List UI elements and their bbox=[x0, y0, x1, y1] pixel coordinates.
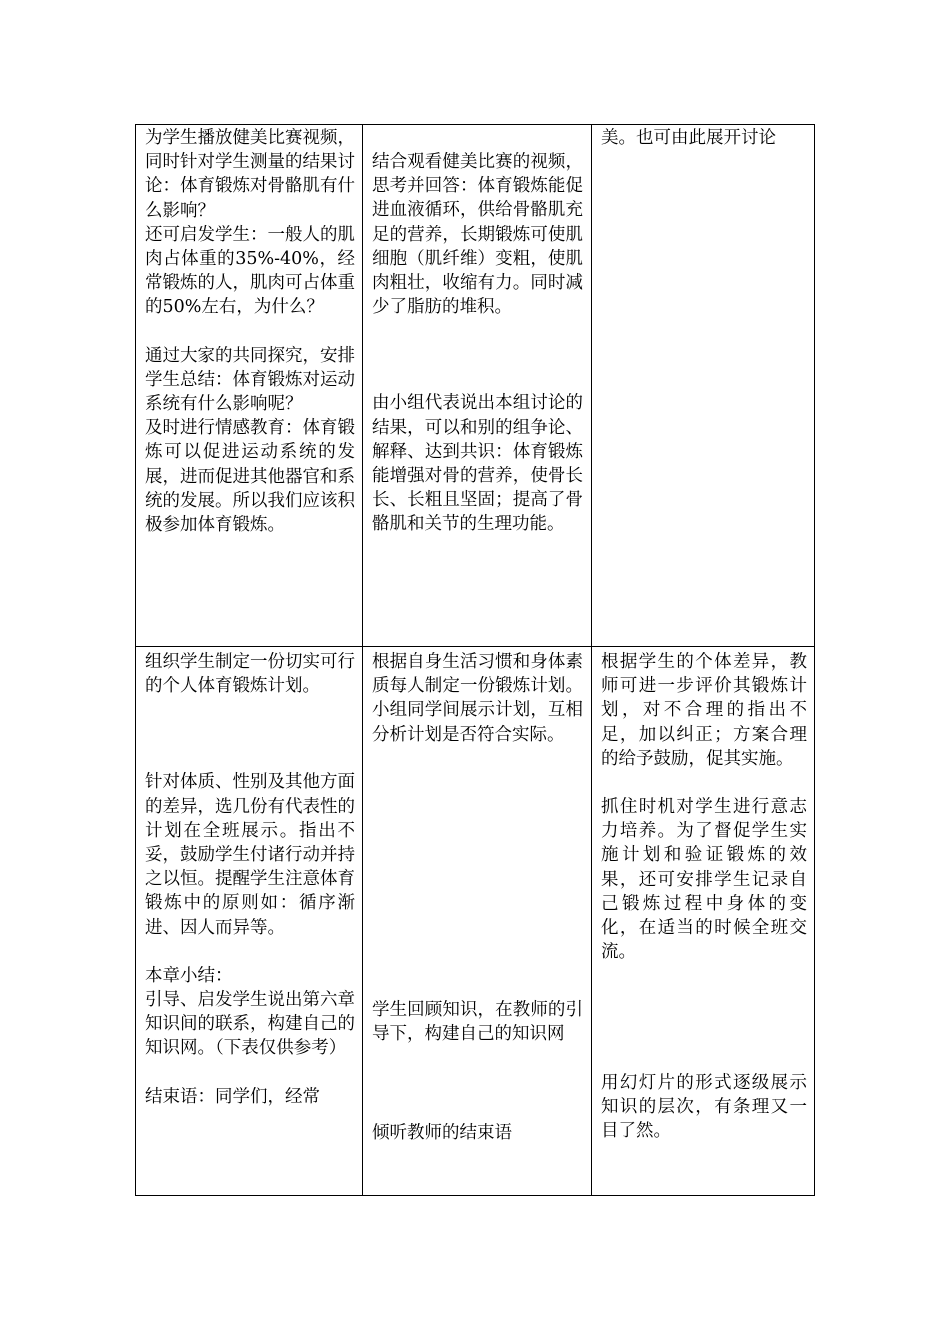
row-divider bbox=[136, 646, 814, 647]
lesson-plan-table bbox=[135, 124, 815, 1196]
column-divider bbox=[362, 125, 363, 1195]
paragraph: 通过大家的共同探究，安排学生总结：体育锻炼对运动系统有什么影响呢？ bbox=[145, 345, 355, 415]
paragraph: 还可启发学生：一般人的肌肉占体重的35%-40%，经常锻炼的人，肌肉可占体重的50%左右，为什么？ bbox=[145, 224, 355, 318]
paragraph: 美。也可由此展开讨论 bbox=[601, 128, 776, 148]
paragraph: 本章小结： bbox=[145, 965, 233, 986]
paragraph: 为学生播放健美比赛视频，同时针对学生测量的结果讨论：体育锻炼对骨骼肌有什么影响？ bbox=[145, 128, 355, 221]
paragraph: 组织学生制定一份切实可行的个人体育锻炼计划。 bbox=[145, 652, 355, 697]
row2-design-summary bbox=[601, 1071, 807, 1144]
paragraph: 引导、启发学生说出第六章知识间的联系，构建自己的知识网。（下表仅供参考） bbox=[145, 990, 355, 1059]
row1-teacher-activity bbox=[145, 126, 355, 537]
paragraph: 根据学生的个体差异，教师可进一步评价其锻炼计划，对不合理的指出不足，加以纠正；方案合理的给予鼓励，促其实施。 bbox=[601, 652, 807, 769]
paragraph: 倾听教师的结束语 bbox=[372, 1123, 512, 1143]
paragraph: 针对体质、性别及其他方面的差异，选几份有代表性的计划在全班展示。指出不妥，鼓励学生付诸行动并持之以恒。提醒学生注意体育锻炼中的原则如：循序渐进、因人而异等。 bbox=[145, 772, 355, 938]
row1-student-activity bbox=[372, 150, 583, 537]
paragraph: 用幻灯片的形式逐级展示知识的层次，有条理又一目了然。 bbox=[601, 1073, 807, 1142]
paragraph: 抓住时机对学生进行意志力培养。为了督促学生实施计划和验证锻炼的效果，还可安排学生记录自己锻炼过程中身体的变化，在适当的时候全班交流。 bbox=[601, 797, 807, 963]
paragraph: 由小组代表说出本组讨论的结果，可以和别的组争论、解释、达到共识：体育锻炼能增强对骨的营养，使骨长长、长粗且坚固；提高了骨骼肌和关节的生理功能。 bbox=[372, 393, 583, 535]
row2-student-activity bbox=[372, 650, 583, 747]
paragraph: 及时进行情感教育：体育锻炼可以促进运动系统的发展，进而促进其他器官和系统的发展。所以我们应该积极参加体育锻炼。 bbox=[145, 418, 355, 536]
row2-student-review bbox=[372, 998, 583, 1046]
row2-teacher-activity bbox=[145, 650, 355, 1109]
paragraph: 学生回顾知识，在教师的引导下，构建自己的知识网 bbox=[372, 1000, 583, 1045]
paragraph: 结束语：同学们，经常 bbox=[145, 1086, 320, 1107]
row1-design-intent bbox=[601, 126, 807, 150]
paragraph: 结合观看健美比赛的视频，思考并回答：体育锻炼能促进血液循环，供给骨骼肌充足的营养，长期锻炼可使肌细胞（肌纤维）变粗，使肌肉粗壮，收缩有力。同时减少了脂肪的堆积。 bbox=[372, 152, 583, 318]
row2-design-intent bbox=[601, 650, 807, 964]
column-divider bbox=[591, 125, 592, 1195]
paragraph: 根据自身生活习惯和身体素质每人制定一份锻炼计划。小组同学间展示计划，互相分析计划是否符合实际。 bbox=[372, 652, 583, 745]
row2-student-closing bbox=[372, 1121, 583, 1145]
